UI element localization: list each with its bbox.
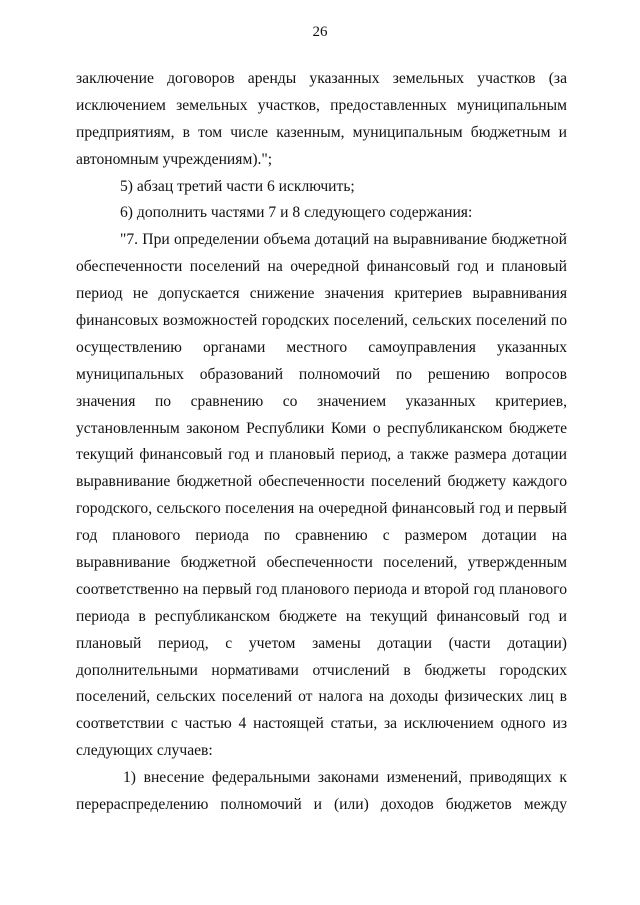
text-line: автономным учреждениям)."; — [76, 150, 273, 168]
text-line: установленным законом Республики Коми о республиканском бюджете — [76, 419, 567, 437]
text-line: 6) дополнить частями 7 и 8 следующего содержания: — [120, 204, 473, 222]
text-line: соответствии с частью 4 настоящей статьи, за исключением одного из — [76, 715, 567, 733]
text-line: "7. При определении объема дотаций на выравнивание бюджетной — [120, 231, 567, 249]
text-line: исключением земельных участков, предоставленных муниципальным — [76, 96, 567, 114]
text-line: соответственно на первый год планового периода и второй год планового — [76, 580, 567, 598]
text-line: текущий финансовый год и плановый период, а также размера дотации — [76, 446, 567, 464]
text-line: дополнительными нормативами отчислений в бюджеты городских — [76, 661, 567, 679]
text-line: выравнивание бюджетной обеспеченности поселений, утвержденным — [76, 554, 567, 572]
text-line: 1) внесение федеральными законами изменений, приводящих к — [123, 769, 567, 787]
text-line: поселений, сельских поселений от налога на доходы физических лиц в — [76, 688, 567, 706]
text-line: обеспеченности поселений на очередной финансовый год и плановый — [76, 258, 567, 276]
text-line: финансовых возможностей городских поселений, сельских поселений по — [76, 312, 567, 330]
text-line: значения по сравнению со значением указанных критериев, — [76, 392, 567, 410]
text-line: муниципальных образований полномочий по решению вопросов — [76, 365, 567, 383]
text-line: предприятиям, в том числе казенным, муниципальным бюджетным и — [76, 123, 567, 141]
text-line: периода в республиканском бюджете на текущий финансовый год и — [76, 607, 567, 625]
text-line: плановый период, с учетом замены дотации (части дотации) — [76, 634, 567, 652]
text-line: год планового периода по сравнению с размером дотации на — [76, 527, 567, 545]
text-line: период не допускается снижение значения критериев выравнивания — [76, 285, 567, 303]
document-body — [76, 66, 567, 819]
text-line: выравнивание бюджетной обеспеченности поселений бюджету каждого — [76, 473, 567, 491]
page-number: 26 — [312, 24, 328, 40]
text-line: 5) абзац третий части 6 исключить; — [120, 177, 355, 195]
text-line: осуществлению органами местного самоуправления указанных — [76, 338, 567, 356]
text-line: городского, сельского поселения на очередной финансовый год и первый — [76, 500, 567, 518]
text-line: перераспределению полномочий и (или) доходов бюджетов между — [76, 796, 567, 814]
text-line: следующих случаев: — [76, 742, 213, 760]
text-line: заключение договоров аренды указанных земельных участков (за — [76, 70, 567, 87]
